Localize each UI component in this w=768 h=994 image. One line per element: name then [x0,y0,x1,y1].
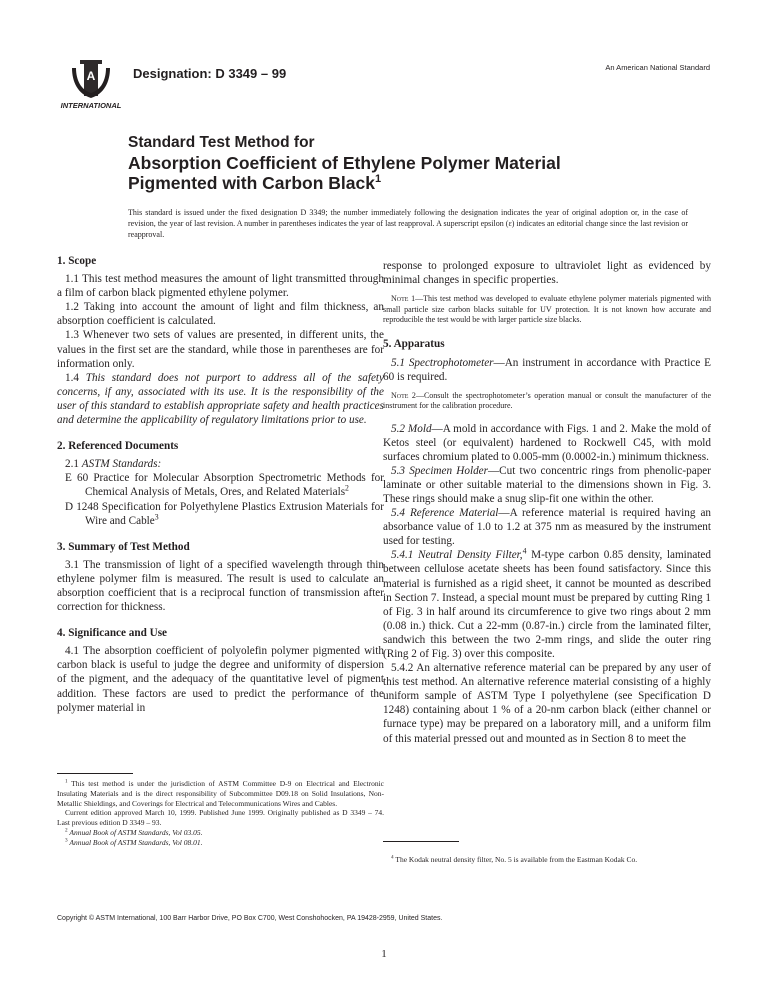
left-column [57,254,384,715]
section-3-heading: 3. Summary of Test Method [57,540,190,553]
paragraph-5-4-2: 5.4.2 An alternative reference material can be prepared by any user of this test method. An alternative reference material consisting of a highly uniform sample of ASTM Type I polyethylene (see Specification D 1248) containing about 1 % of a 20-nm carbon black (either channel or furnace type) may be prepared on a laboratory mill, and a uniform film of this material pressed out and mounted as in Section 8 to meet the [383,662,711,745]
paragraph-5-4-1: 5.4.1 Neutral Density Filter,$^4$ M-type carbon 0.85 density, laminated between cellulose acetate sheets has been found satisfactory. Since this material is furnished as a rigid sheet, it cannot be mounted as described in Section 7. Instead, a special mount must be prepared by cutting Ring 1 of Fig. 3 in half around its circumference to give two rings about 2 mm (0.08 in.) thick. Cut a 22-mm (0.87-in.) circle from the laminated filter, sandwich this between the two 2-mm rings, and slide the outer ring (Ring 2 of Fig. 3) over this composite. [383,546,711,660]
reference-d1248: D 1248 Specification for Polyethylene Plastics Extrusion Materials for Wire and Cable$^3$ [65,500,384,527]
footnote-1-edition: Current edition approved March 10, 1999. Published June 1999. Originally published as D 3349 – 74. Last previous edition D 3349 – 93. [57,808,384,828]
paragraph-5-3: 5.3 Specimen Holder—Cut two concentric rings from phenolic-paper laminate or other suitable material to the dimensions shown in Fig. 3. These rings should make a snug slip-fit one within the other. [383,464,711,505]
footnotes-left [57,779,384,848]
paragraph-4-1: 4.1 The absorption coefficient of polyolefin polymer pigmented with carbon black is useful to judge the degree and uniformity of dispersion of the pigment, and the adequacy of the quantitative level of pigment addition. These factors are used to predict the performance of the polymer material in [57,645,384,714]
paragraph-5-2: 5.2 Mold—A mold in accordance with Figs. 1 and 2. Make the mold of Ketos steel (or equivalent) hardened to Rockwell C45, with mold surfaces chromium plated to 0.005-mm (0.0002-in.) minimum thickness. [383,422,711,463]
footnote-3: $^3$ Annual Book of ASTM Standards, Vol 08.01. [65,837,203,847]
page-number: 1 [381,948,387,960]
section-2-heading: 2. Referenced Documents [57,440,179,453]
document-title [128,133,688,193]
footnotes-right [383,855,711,865]
logo-wordmark: INTERNATIONAL [60,101,122,110]
issued-note: This standard is issued under the fixed designation D 3349; the number immediately following the designation indicates the year of original adoption or, in the case of revision, the year of last revision. A number in parentheses indicates the year of last reapproval. A superscript epsilon (ε) indicates an editorial change since the last revision or reapproval. [128,208,688,240]
svg-text:A: A [86,69,96,83]
paragraph-3-1: 3.1 The transmission of light of a specified wavelength through thin ethylene polymer film is measured. The result is used to calculate an absorption coefficient that is a reciprocal function of transmission after correction for thickness. [57,558,384,614]
note-2: Note 2—Consult the spectrophotometer’s operation manual or consult the manufacturer of the instrument for the calibration procedure. [383,390,711,411]
reference-e60: E 60 Practice for Molecular Absorption Spectrometric Methods for Chemical Analysis of Metals, Ores, and Related Materials$^2$ [65,472,384,499]
section-5-heading: 5. Apparatus [383,338,445,351]
section-1-heading: 1. Scope [57,255,97,267]
paragraph-1-3: 1.3 Whenever two sets of values are presented, in different units, the values in the first set are the standard, while those in parentheses are for information only. [57,329,384,370]
footnote-2: $^2$ Annual Book of ASTM Standards, Vol 03.05. [65,827,203,837]
paragraph-1-2: 1.2 Taking into account the amount of light and film thickness, an absorption coefficient is calculated. [57,301,384,328]
paragraph-2-1: 2.1 ASTM Standards: [65,458,162,471]
title-line-1: Standard Test Method for [128,134,315,151]
paragraph-5-4: 5.4 Reference Material—A reference material is required having an absorbance value of 1.0 to 1.2 at 375 nm as measured by the instrument used for testing. [383,507,712,548]
astm-logo [58,58,124,110]
footnote-4: $^4$ The Kodak neutral density filter, No. 5 is available from the Eastman Kodak Co. [391,854,638,864]
paragraph-5-1: 5.1 Spectrophotometer—An instrument in accordance with Practice E 60 is required. [383,356,711,383]
section-4-heading: 4. Significance and Use [57,627,168,640]
title-line-2: Absorption Coefficient of Ethylene Polymer Material [128,153,561,173]
designation: Designation: D 3349 – 99 [133,66,287,81]
title-line-3: Pigmented with Carbon Black$^1$ [128,173,382,193]
footnote-rule-left [57,773,133,774]
note-1: Note 1—This test method was developed to evaluate ethylene polymer materials pigmented with small particle size carbon blacks suitable for UV protection. It is not known how accurate and reproducible the test would be with larger particle size blacks. [383,294,711,324]
paragraph-1-1: 1.1 This test method measures the amount of light transmitted through a film of carbon black pigmented ethylene polymer. [57,273,384,300]
right-column [383,259,711,746]
footnote-1: $^1$ This test method is under the jurisdiction of ASTM Committee D-9 on Electrical and Electronic Insulating Materials and is the direct responsibility of Subcommittee D09.18 on Solid Insulations, Non-Metallic Shieldings, and Coverings for Electrical and Telecommunications Wires and Cables. [57,778,384,808]
national-standard-label: An American National Standard [605,63,710,72]
paragraph-4-1-continued: response to prolonged exposure to ultraviolet light as evidenced by minimal changes in specific properties. [383,260,711,287]
footnote-rule-right [383,841,459,842]
paragraph-1-4: 1.4 This standard does not purport to address all of the safety concerns, if any, associated with its use. It is the responsibility of the user of this standard to establish appropriate safety and health practices and determine the applicability of regulatory limitations prior to use. [57,371,385,427]
copyright-line: Copyright © ASTM International, 100 Barr Harbor Drive, PO Box C700, West Conshohocken, PA 19428-2959, United States. [57,915,443,922]
